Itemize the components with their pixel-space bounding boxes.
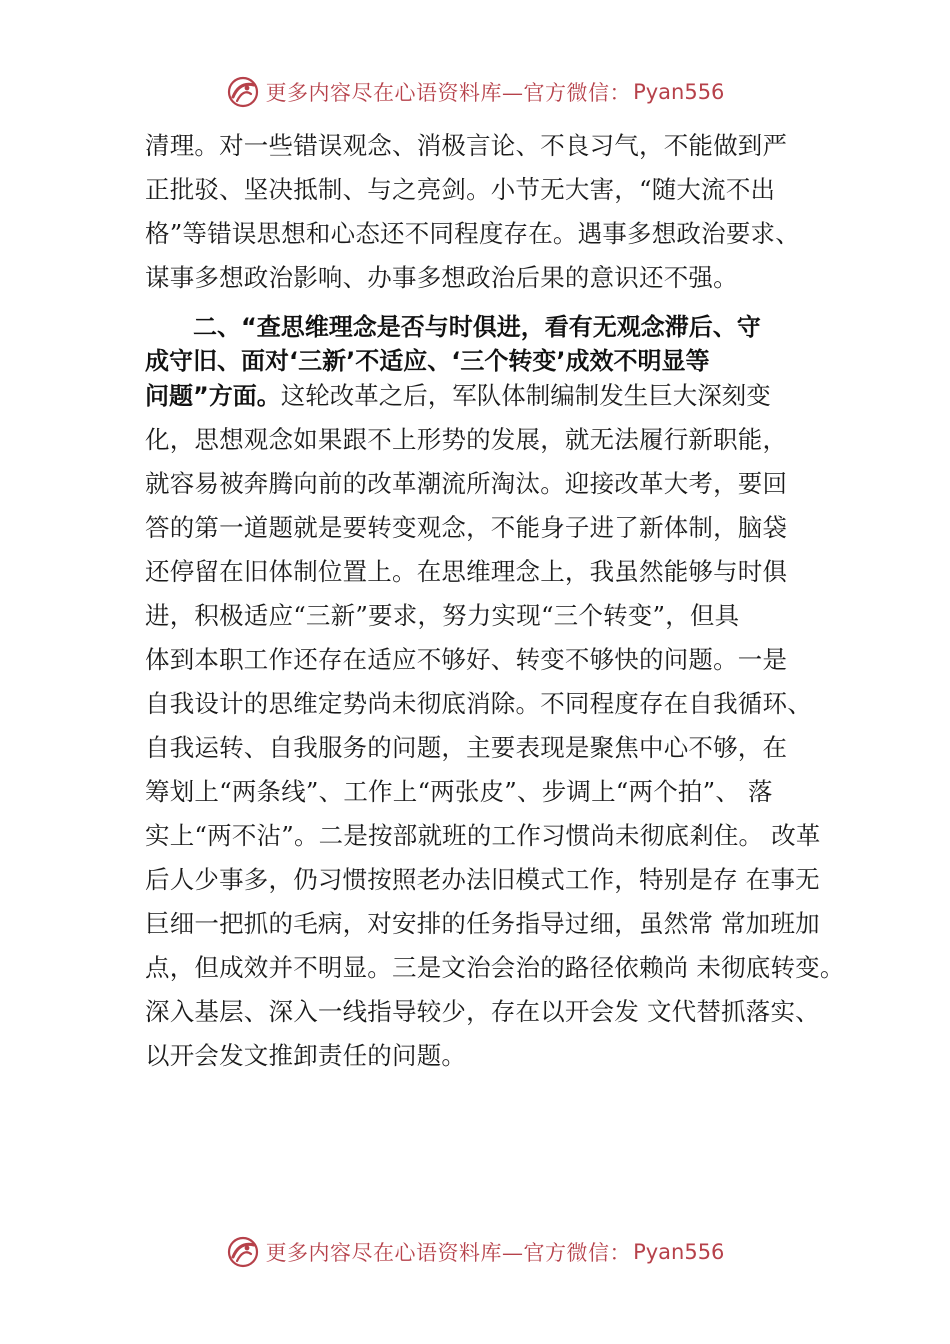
watermark-text: 更多内容尽在心语资料库—官方微信： (265, 81, 632, 105)
text-line: 后人少事多，仍习惯按照老办法旧模式工作，特别是存 在事无 (145, 865, 820, 894)
paragraph-2-start: 这轮改革之后，军队体制编制发生巨大深刻变 (280, 381, 771, 410)
paragraph-1 (145, 124, 845, 300)
watermark-handle: Pyan556 (633, 80, 725, 104)
text-line: 自我设计的思维定势尚未彻底消除。不同程度存在自我循环、 (145, 689, 812, 718)
text-line: 就容易被奔腾向前的改革潮流所淘汰。迎接改革大考，要回 (145, 469, 788, 498)
paragraph-2 (145, 418, 845, 1078)
text-line: 筹划上“两条线”、工作上“两张皮”、步调上“两个拍”、 落 (145, 777, 773, 806)
text-line: 清理。对一些错误观念、消极言论、不良习气，不能做到严 (145, 131, 788, 160)
text-line: 实上“两不沾”。二是按部就班的工作习惯尚未彻底剎住。 改革 (145, 821, 821, 850)
text-line: 格”等错误思想和心态还不同程度存在。遇事多想政治要求、 (145, 219, 800, 248)
text-line: 巨细一把抓的毛病，对安排的任务指导过细，虽然常 常加班加 (145, 909, 820, 938)
heading-tail: 问题”方面。 (145, 382, 281, 410)
text-line: 还停留在旧体制位置上。在思维理念上，我虽然能够与时俱 (145, 557, 788, 586)
heading-line-1: 二、“查思维理念是否与时俱进，看有无观念滞后、守 (193, 313, 761, 341)
document-body (145, 124, 845, 1078)
heading-line-2: 成守旧、面对‘三新’不适应、‘三个转变’成效不明显等 (145, 347, 710, 375)
text-line: 以开会发文推卸责任的问题。 (145, 1041, 467, 1070)
brush-logo-icon (226, 75, 260, 109)
heading-line-3 (145, 378, 845, 414)
watermark-text: 更多内容尽在心语资料库—官方微信： (265, 1241, 632, 1265)
text-line: 深入基层、深入一线指导较少，存在以开会发 文代替抓落实、 (145, 997, 820, 1026)
brush-logo-icon (226, 1235, 260, 1269)
watermark-handle: Pyan556 (633, 1240, 725, 1264)
text-line: 自我运转、自我服务的问题，主要表现是聚焦中心不够，在 (145, 733, 788, 762)
text-line: 进，积极适应“三新”要求，努力实现“三个转变”，但具 (145, 601, 740, 630)
text-line: 正批驳、坚决抵制、与之亮剑。小节无大害，“随大流不出 (145, 175, 776, 204)
text-line: 答的第一道题就是要转变观念，不能身子进了新体制，脑袋 (145, 513, 788, 542)
text-line: 点，但成效并不明显。三是文治会治的路径依赖尚 未彻底转变。 (145, 953, 845, 982)
footer-watermark (0, 1232, 950, 1272)
text-line: 化，思想观念如果跟不上形势的发展，就无法履行新职能， (145, 425, 788, 454)
text-line: 体到本职工作还存在适应不够好、转变不够快的问题。一是 (145, 645, 788, 674)
header-watermark (0, 72, 950, 112)
text-line: 谋事多想政治影响、办事多想政治后果的意识还不强。 (145, 263, 738, 292)
section-heading (145, 310, 845, 414)
